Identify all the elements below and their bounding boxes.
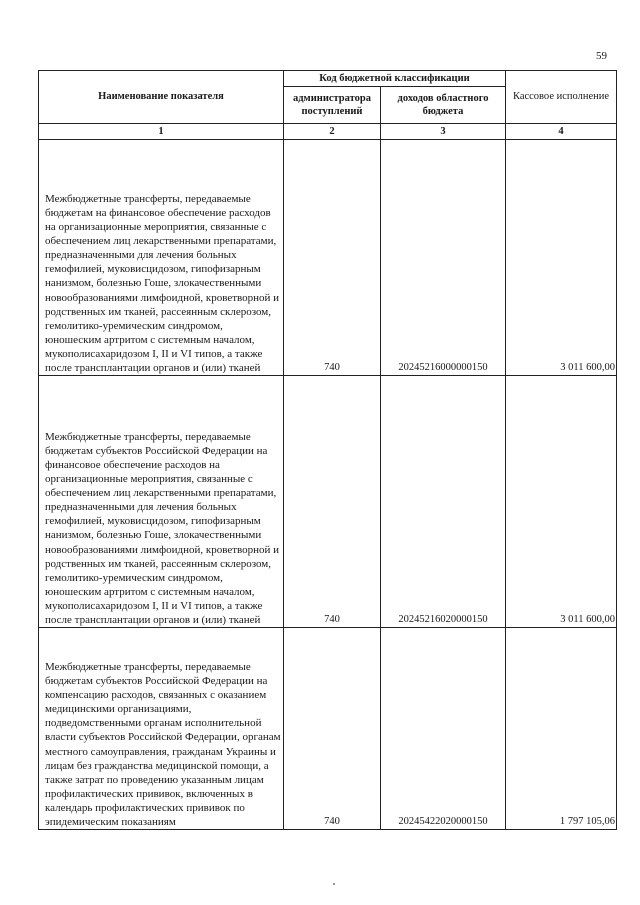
column-number-1: 1 (39, 124, 284, 140)
header-name: Наименование показателя (39, 71, 284, 124)
column-number-3: 3 (381, 124, 506, 140)
header-budget-classification: Код бюджетной классификации (284, 71, 506, 87)
row-name: Межбюджетные трансферты, передаваемые бюджетам субъектов Российской Федерации на финансовое обеспечение расходов на организационные мероприятия, связанные с обеспечением лиц лекарственными препаратами, предназначенными для лечения больных гемофилией, муковисцидозом, гипофизарным нанизмом, болезнью Гоше, злокачественными новообразованиями лимфоидной, кроветворной и родственных им тканей, рассеянным склерозом, гемолитико-уремическим синдромом, юношеским артритом с системным началом, мукополисахаридозом I, II и VI типов, а также после трансплантации органов и (или) тканей (39, 376, 284, 628)
page-number: 59 (596, 50, 607, 62)
row-code: 20245216020000150 (381, 376, 506, 628)
budget-table (38, 70, 617, 830)
row-name: Межбюджетные трансферты, передаваемые бюджетам на финансовое обеспечение расходов на организационные мероприятия, связанные с обеспечением лиц лекарственными препаратами, предназначенными для лечения больных гемофилией, муковисцидозом, гипофизарным нанизмом, болезнью Гоше, злокачественными новообразованиями лимфоидной, кроветворной и родственных им тканей, рассеянным склерозом, гемолитико-уремическим синдромом, юношеским артритом с системным началом, мукополисахаридозом I, II и VI типов, а также после трансплантации органов и (или) тканей (39, 140, 284, 376)
row-administrator: 740 (284, 376, 381, 628)
row-amount: 1 797 105,06 (506, 628, 617, 830)
scan-dot (333, 883, 335, 885)
row-administrator: 740 (284, 628, 381, 830)
row-administrator: 740 (284, 140, 381, 376)
header-administrator: администратора поступлений (284, 86, 381, 123)
table-row (39, 140, 617, 376)
table-row (39, 376, 617, 628)
column-number-2: 2 (284, 124, 381, 140)
row-amount: 3 011 600,00 (506, 140, 617, 376)
row-amount: 3 011 600,00 (506, 376, 617, 628)
table-row (39, 628, 617, 830)
header-cash-execution: Кассовое исполнение (506, 71, 617, 124)
column-number-4: 4 (506, 124, 617, 140)
row-code: 20245422020000150 (381, 628, 506, 830)
row-code: 20245216000000150 (381, 140, 506, 376)
header-income: доходов областного бюджета (381, 86, 506, 123)
row-name: Межбюджетные трансферты, передаваемые бюджетам субъектов Российской Федерации на компенсацию расходов, связанных с оказанием медицинскими организациями, подведомственными органам исполнительной власти субъектов Российской Федерации, органам местного самоуправления, гражданам Украины и лицам без гражданства медицинской помощи, а также затрат по проведению указанным лицам профилактических прививок, включенных в календарь профилактических прививок по эпидемическим показаниям (39, 628, 284, 830)
